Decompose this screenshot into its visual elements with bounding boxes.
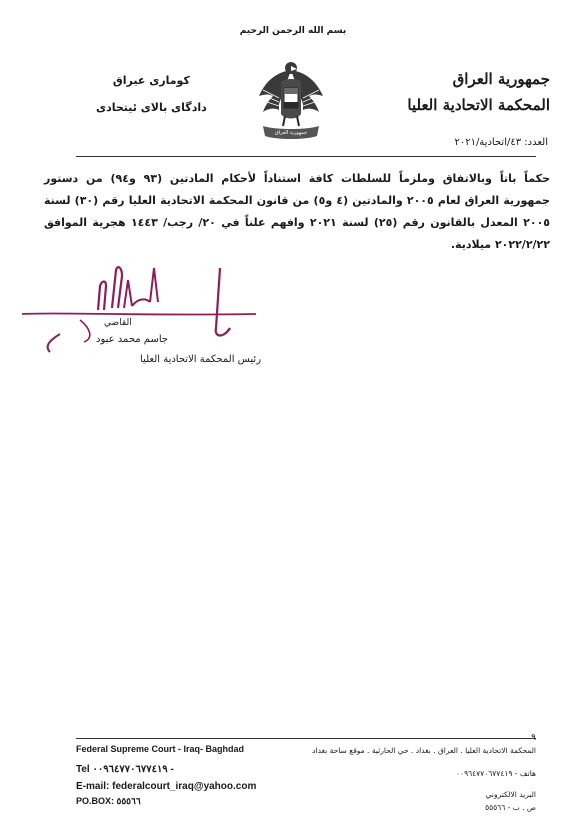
- basmala: بسم الله الرحمن الرحيم: [239, 26, 347, 36]
- signatory-title: القاضي: [104, 318, 132, 328]
- footer-phone-ar: هاتف - ٠٠٩٦٤٧٧٠٦٧٧٤١٩: [456, 769, 536, 778]
- federal-supreme-court-title: المحكمة الاتحادية العليا: [407, 96, 550, 114]
- signatory-role: رئيس المحكمة الاتحادية العليا: [140, 354, 262, 365]
- footer-telephone: Tel ٠٠٩٦٤٧٧٠٦٧٧٤١٩ -: [76, 764, 174, 775]
- footer-po-box: PO.BOX: ٥٥٥٦٦: [76, 796, 141, 806]
- footer-email: E-mail: federalcourt_iraq@yahoo.com: [76, 781, 257, 792]
- republic-of-iraq-title: جمهورية العراق: [452, 70, 550, 88]
- judgment-text: حكماً باتاً وبالاتفاق وملزماً للسلطات كافة استناداً لأحكام المادتين (٩٣ و٩٤) من دستور جمهورية العراق لعام ٢٠٠٥ والمادتين (٤ و٥) من قانون المحكمة الاتحادية العليا رقم (٣٠) لسنة ٢٠٠٥ المعدل بالقانون رقم (٢٥) لسنة ٢٠٢١ وافهم علناً في ٢٠/ رجب/ ١٤٤٣ هجرية الموافق ٢٠٢٢/٢/٢٢ ميلادية.: [44, 172, 550, 251]
- emblem-scroll-label: جمهورية العراق: [274, 130, 308, 136]
- footer-divider: [76, 738, 536, 739]
- footer-address-ar: المحكمة الاتحادية العليا . العراق . بغداد . حي الحارثية . موقع ساحة بغداد: [312, 746, 536, 755]
- header-arabic: [407, 70, 550, 114]
- page-number: ٩: [531, 733, 536, 743]
- footer-email-ar: البريد الالكتروني: [485, 790, 536, 799]
- header-divider: [76, 156, 536, 157]
- footer-english: [76, 744, 256, 807]
- kurdish-court-title: دادگای بالای ئیتحادی: [96, 101, 207, 114]
- iraq-eagle-emblem-icon: [255, 56, 327, 142]
- signatory-name: جاسم محمد عبود: [96, 334, 169, 345]
- footer-po-box-ar: ص . ب - ٥٥٥٦٦: [485, 803, 536, 812]
- header-kurdish: [96, 74, 207, 114]
- footer-court-name: Federal Supreme Court - Iraq- Baghdad: [76, 744, 245, 754]
- footer-arabic: [312, 746, 536, 812]
- kurdish-republic-title: كوماری عیراق: [112, 74, 190, 87]
- reference-number: العدد: ٤٣/اتحادية/٢٠٢١: [454, 137, 548, 148]
